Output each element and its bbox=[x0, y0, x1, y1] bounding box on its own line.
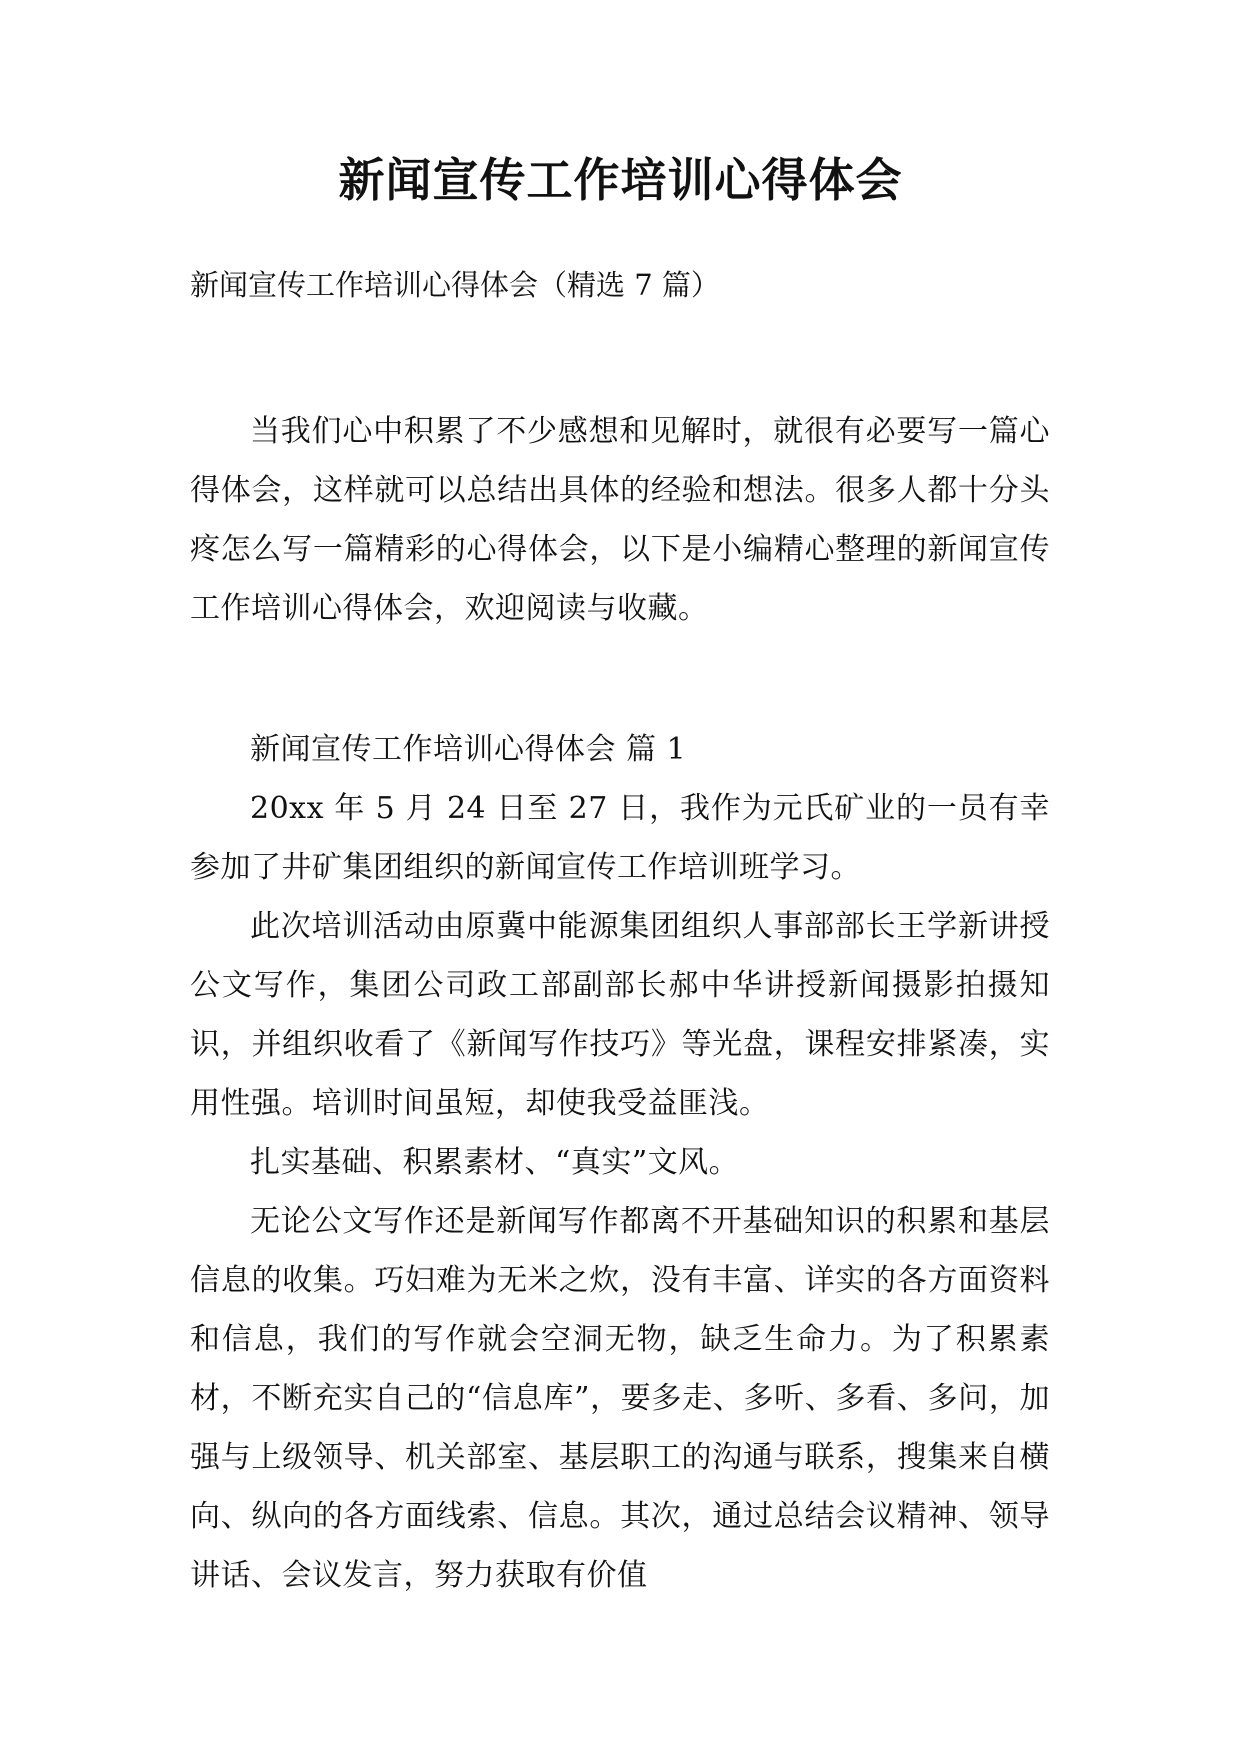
paragraph-3: 扎实基础、积累素材、“真实”文风。 bbox=[250, 1145, 740, 1180]
document-title: 新闻宣传工作培训心得体会 bbox=[338, 153, 903, 207]
paragraph-4: 无论公文写作还是新闻写作都离不开基础知识的积累和基层信息的收集。巧妇难为无米之炊，没有丰富、详实的各方面资料和信息，我们的写作就会空洞无物，缺乏生命力。为了积累素材，不断充实自己的“信息库”，要多走、多听、多看、多问，加强与上级领导、机关部室、基层职工的沟通与联系，搜集来自横向、纵向的各方面线索、信息。其次，通过总结会议精神、领导讲话、会议发言，努力获取有价值 bbox=[190, 1204, 1050, 1593]
paragraph-1: 20xx 年 5 月 24 日至 27 日，我作为元氏矿业的一员有幸参加了井矿集团组织的新闻宣传工作培训班学习。 bbox=[190, 791, 1050, 885]
document-body bbox=[190, 402, 1050, 1605]
paragraph-2: 此次培训活动由原冀中能源集团组织人事部部长王学新讲授公文写作，集团公司政工部副部长郝中华讲授新闻摄影拍摄知识，并组织收看了《新闻写作技巧》等光盘，课程安排紧凑，实用性强。培训时间虽短，却使我受益匪浅。 bbox=[190, 909, 1050, 1121]
intro-paragraph: 当我们心中积累了不少感想和见解时，就很有必要写一篇心得体会，这样就可以总结出具体的经验和想法。很多人都十分头疼怎么写一篇精彩的心得体会，以下是小编精心整理的新闻宣传工作培训心得体会，欢迎阅读与收藏。 bbox=[190, 414, 1050, 626]
section-heading: 新闻宣传工作培训心得体会 篇 1 bbox=[250, 732, 687, 767]
document-subtitle: 新闻宣传工作培训心得体会（精选 7 篇） bbox=[190, 268, 720, 302]
paragraph-gap bbox=[190, 638, 1050, 720]
